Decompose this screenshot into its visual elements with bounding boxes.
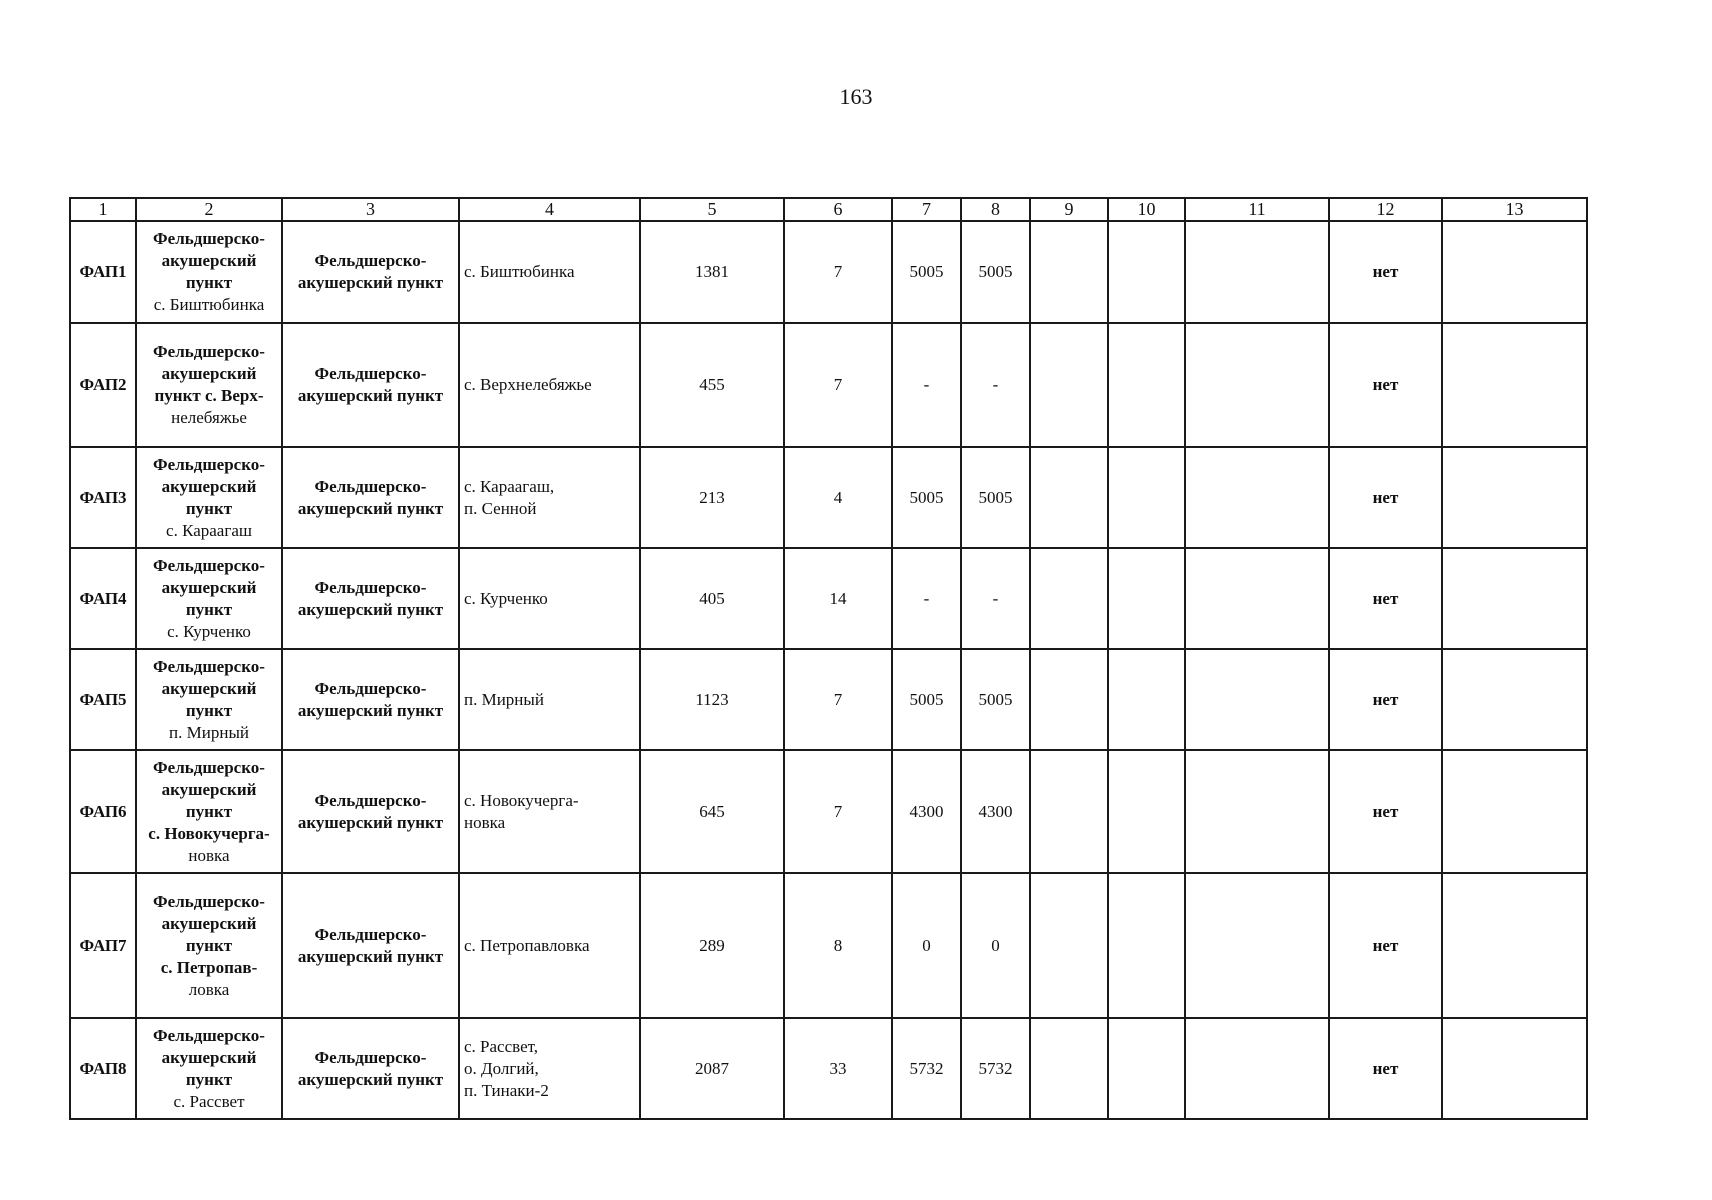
facility-name-line: пункт [185, 801, 233, 821]
cell-col-6: 7 [784, 323, 892, 447]
cell-col-12: нет [1329, 1018, 1442, 1119]
facility-type-line: акушерский пункт [297, 1069, 444, 1089]
facility-code: ФАП1 [70, 221, 136, 323]
facility-type [282, 750, 459, 873]
facility-code: ФАП2 [70, 323, 136, 447]
facility-type-line: Фельдшерско- [314, 476, 427, 496]
column-header-9: 9 [1030, 198, 1108, 221]
facility-location-line: с. Биштюбинка [464, 262, 575, 281]
cell-col-5: 645 [640, 750, 784, 873]
facility-type [282, 873, 459, 1018]
facility-type-line: акушерский пункт [297, 599, 444, 619]
cell-col-12: нет [1329, 873, 1442, 1018]
facility-location [459, 873, 640, 1018]
facility-location [459, 221, 640, 323]
column-header-1: 1 [70, 198, 136, 221]
facility-type-line: Фельдшерско- [314, 790, 427, 810]
cell-col-13 [1442, 750, 1587, 873]
cell-col-9 [1030, 221, 1108, 323]
facility-location [459, 649, 640, 750]
facility-location-line: с. Верхнелебяжье [464, 375, 592, 394]
cell-col-9 [1030, 649, 1108, 750]
facility-name [136, 750, 282, 873]
facility-location-line: новка [464, 812, 506, 832]
cell-col-7: 4300 [892, 750, 961, 873]
facility-code: ФАП3 [70, 447, 136, 548]
facility-type [282, 323, 459, 447]
facility-name-line: Фельдшерско- [153, 342, 265, 361]
column-header-12: 12 [1329, 198, 1442, 221]
cell-col-6: 33 [784, 1018, 892, 1119]
cell-col-9 [1030, 750, 1108, 873]
cell-col-7: 5005 [892, 221, 961, 323]
facility-type-line: акушерский пункт [297, 386, 444, 405]
facility-name-line: ловка [188, 979, 230, 999]
cell-col-11 [1185, 447, 1329, 548]
facility-type [282, 221, 459, 323]
table-body [70, 221, 1587, 1119]
facility-location-line: п. Мирный [464, 689, 544, 709]
facility-location-line: п. Тинаки-2 [464, 1080, 549, 1100]
column-header-6: 6 [784, 198, 892, 221]
table-row [70, 548, 1587, 649]
cell-col-10 [1108, 1018, 1185, 1119]
column-header-11: 11 [1185, 198, 1329, 221]
facility-type-line: Фельдшерско- [314, 678, 427, 698]
facility-location-line: с. Рассвет, [464, 1036, 539, 1056]
facility-name-line: с. Петропав- [160, 957, 258, 977]
facility-location-line: с. Петропавловка [464, 935, 590, 955]
cell-col-6: 7 [784, 750, 892, 873]
cell-col-8: - [961, 323, 1030, 447]
cell-col-13 [1442, 323, 1587, 447]
facility-code: ФАП8 [70, 1018, 136, 1119]
cell-col-6: 7 [784, 649, 892, 750]
facility-type-line: Фельдшерско- [314, 364, 427, 383]
cell-col-10 [1108, 221, 1185, 323]
facility-name-line: с. Карaагаш [166, 520, 252, 540]
cell-col-6: 4 [784, 447, 892, 548]
cell-col-5: 289 [640, 873, 784, 1018]
facility-type-line: Фельдшерско- [314, 1047, 427, 1067]
facility-type-line: акушерский пункт [297, 812, 444, 832]
cell-col-11 [1185, 750, 1329, 873]
facility-name-line: п. Мирный [169, 722, 249, 742]
cell-col-10 [1108, 323, 1185, 447]
cell-col-8: - [961, 548, 1030, 649]
cell-col-11 [1185, 873, 1329, 1018]
facility-name-line: акушерский [161, 1047, 257, 1067]
facility-name-line: пункт [185, 700, 233, 720]
cell-col-13 [1442, 873, 1587, 1018]
facilities-table [69, 197, 1588, 1120]
cell-col-7: - [892, 323, 961, 447]
facility-type-line: акушерский пункт [297, 700, 444, 720]
cell-col-8: 5732 [961, 1018, 1030, 1119]
cell-col-9 [1030, 323, 1108, 447]
facility-name-line: пункт [185, 1069, 233, 1089]
facility-code: ФАП6 [70, 750, 136, 873]
cell-col-12: нет [1329, 221, 1442, 323]
facility-location [459, 750, 640, 873]
cell-col-13 [1442, 447, 1587, 548]
cell-col-8: 0 [961, 873, 1030, 1018]
facility-name-line: новка [188, 845, 230, 865]
column-header-8: 8 [961, 198, 1030, 221]
cell-col-8: 5005 [961, 221, 1030, 323]
column-header-2: 2 [136, 198, 282, 221]
cell-col-11 [1185, 548, 1329, 649]
cell-col-5: 213 [640, 447, 784, 548]
cell-col-9 [1030, 1018, 1108, 1119]
cell-col-9 [1030, 447, 1108, 548]
facility-location [459, 548, 640, 649]
facility-type-line: акушерский пункт [297, 946, 444, 966]
cell-col-12: нет [1329, 323, 1442, 447]
cell-col-13 [1442, 221, 1587, 323]
facility-name-line: Фельдшерско- [153, 454, 265, 474]
facility-location-line: с. Караагаш, [464, 476, 555, 496]
facility-type [282, 1018, 459, 1119]
column-header-7: 7 [892, 198, 961, 221]
facility-name [136, 649, 282, 750]
cell-col-5: 1381 [640, 221, 784, 323]
facility-type [282, 548, 459, 649]
facility-name-line: пункт [185, 273, 233, 292]
cell-col-7: 5005 [892, 649, 961, 750]
cell-col-12: нет [1329, 447, 1442, 548]
cell-col-11 [1185, 221, 1329, 323]
table-row [70, 221, 1587, 323]
facility-name-line: акушерский [161, 678, 257, 698]
cell-col-9 [1030, 873, 1108, 1018]
column-header-10: 10 [1108, 198, 1185, 221]
cell-col-10 [1108, 447, 1185, 548]
facility-name-line: с. Курченко [167, 621, 251, 641]
facility-name-line: Фельдшерско- [153, 656, 265, 676]
facility-name-line: акушерский [161, 577, 257, 597]
facility-location-line: с. Новокучерга- [464, 790, 579, 810]
facility-code: ФАП5 [70, 649, 136, 750]
facility-name-line: пункт [185, 935, 233, 955]
facility-code: ФАП7 [70, 873, 136, 1018]
cell-col-13 [1442, 1018, 1587, 1119]
facility-name-line: Фельдшерско- [153, 555, 265, 575]
facility-type [282, 447, 459, 548]
facility-name-line: с. Рассвет [173, 1091, 245, 1111]
cell-col-11 [1185, 649, 1329, 750]
table-row [70, 1018, 1587, 1119]
facility-location-line: п. Сенной [464, 498, 537, 518]
facility-name-line: Фельдшерско- [153, 229, 265, 248]
cell-col-7: - [892, 548, 961, 649]
table-row [70, 873, 1587, 1018]
facility-type [282, 649, 459, 750]
cell-col-10 [1108, 750, 1185, 873]
facility-name [136, 873, 282, 1018]
cell-col-10 [1108, 649, 1185, 750]
cell-col-8: 5005 [961, 447, 1030, 548]
column-header-13: 13 [1442, 198, 1587, 221]
cell-col-7: 5732 [892, 1018, 961, 1119]
cell-col-10 [1108, 873, 1185, 1018]
facility-name [136, 323, 282, 447]
cell-col-8: 4300 [961, 750, 1030, 873]
facility-name-line: акушерский [161, 779, 257, 799]
cell-col-10 [1108, 548, 1185, 649]
facility-type-line: акушерский пункт [297, 498, 444, 518]
facility-name-line: акушерский [161, 251, 257, 270]
facility-name-line: Фельдшерско- [153, 757, 265, 777]
cell-col-6: 14 [784, 548, 892, 649]
column-header-4: 4 [459, 198, 640, 221]
cell-col-5: 2087 [640, 1018, 784, 1119]
facility-location-line: с. Курченко [464, 588, 548, 608]
facility-location [459, 447, 640, 548]
header-row [70, 198, 1587, 221]
table-row [70, 447, 1587, 548]
facility-name-line: пункт [185, 599, 233, 619]
facility-name [136, 221, 282, 323]
cell-col-9 [1030, 548, 1108, 649]
table-row [70, 750, 1587, 873]
cell-col-8: 5005 [961, 649, 1030, 750]
cell-col-13 [1442, 649, 1587, 750]
facility-type-line: Фельдшерско- [314, 924, 427, 944]
column-header-5: 5 [640, 198, 784, 221]
cell-col-13 [1442, 548, 1587, 649]
cell-col-5: 405 [640, 548, 784, 649]
cell-col-11 [1185, 1018, 1329, 1119]
cell-col-7: 5005 [892, 447, 961, 548]
facility-location [459, 323, 640, 447]
facility-name-line: Фельдшерско- [153, 891, 265, 911]
cell-col-11 [1185, 323, 1329, 447]
facility-location-line: о. Долгий, [464, 1058, 539, 1078]
table-row [70, 649, 1587, 750]
column-header-3: 3 [282, 198, 459, 221]
cell-col-5: 1123 [640, 649, 784, 750]
facility-name [136, 548, 282, 649]
facility-name-line: акушерский [161, 913, 257, 933]
facility-name-line: с. Новокучерга- [148, 823, 270, 843]
facility-location [459, 1018, 640, 1119]
cell-col-7: 0 [892, 873, 961, 1018]
cell-col-6: 8 [784, 873, 892, 1018]
facility-name-line: Фельдшерско- [153, 1025, 265, 1045]
facility-name-line: нелебяжье [171, 408, 247, 427]
cell-col-12: нет [1329, 649, 1442, 750]
cell-col-12: нет [1329, 548, 1442, 649]
facility-name [136, 1018, 282, 1119]
facility-name [136, 447, 282, 548]
facility-name-line: пункт с. Верх- [154, 386, 264, 405]
cell-col-6: 7 [784, 221, 892, 323]
facility-name-line: с. Биштюбинка [153, 295, 265, 314]
facility-name-line: акушерский [161, 476, 257, 496]
page-number: 163 [839, 84, 873, 109]
facility-type-line: Фельдшерско- [314, 251, 427, 270]
cell-col-12: нет [1329, 750, 1442, 873]
cell-col-5: 455 [640, 323, 784, 447]
facility-name-line: пункт [185, 498, 233, 518]
facility-code: ФАП4 [70, 548, 136, 649]
table-row [70, 323, 1587, 447]
facility-type-line: акушерский пункт [297, 273, 444, 292]
facility-name-line: акушерский [161, 364, 257, 383]
facility-type-line: Фельдшерско- [314, 577, 427, 597]
